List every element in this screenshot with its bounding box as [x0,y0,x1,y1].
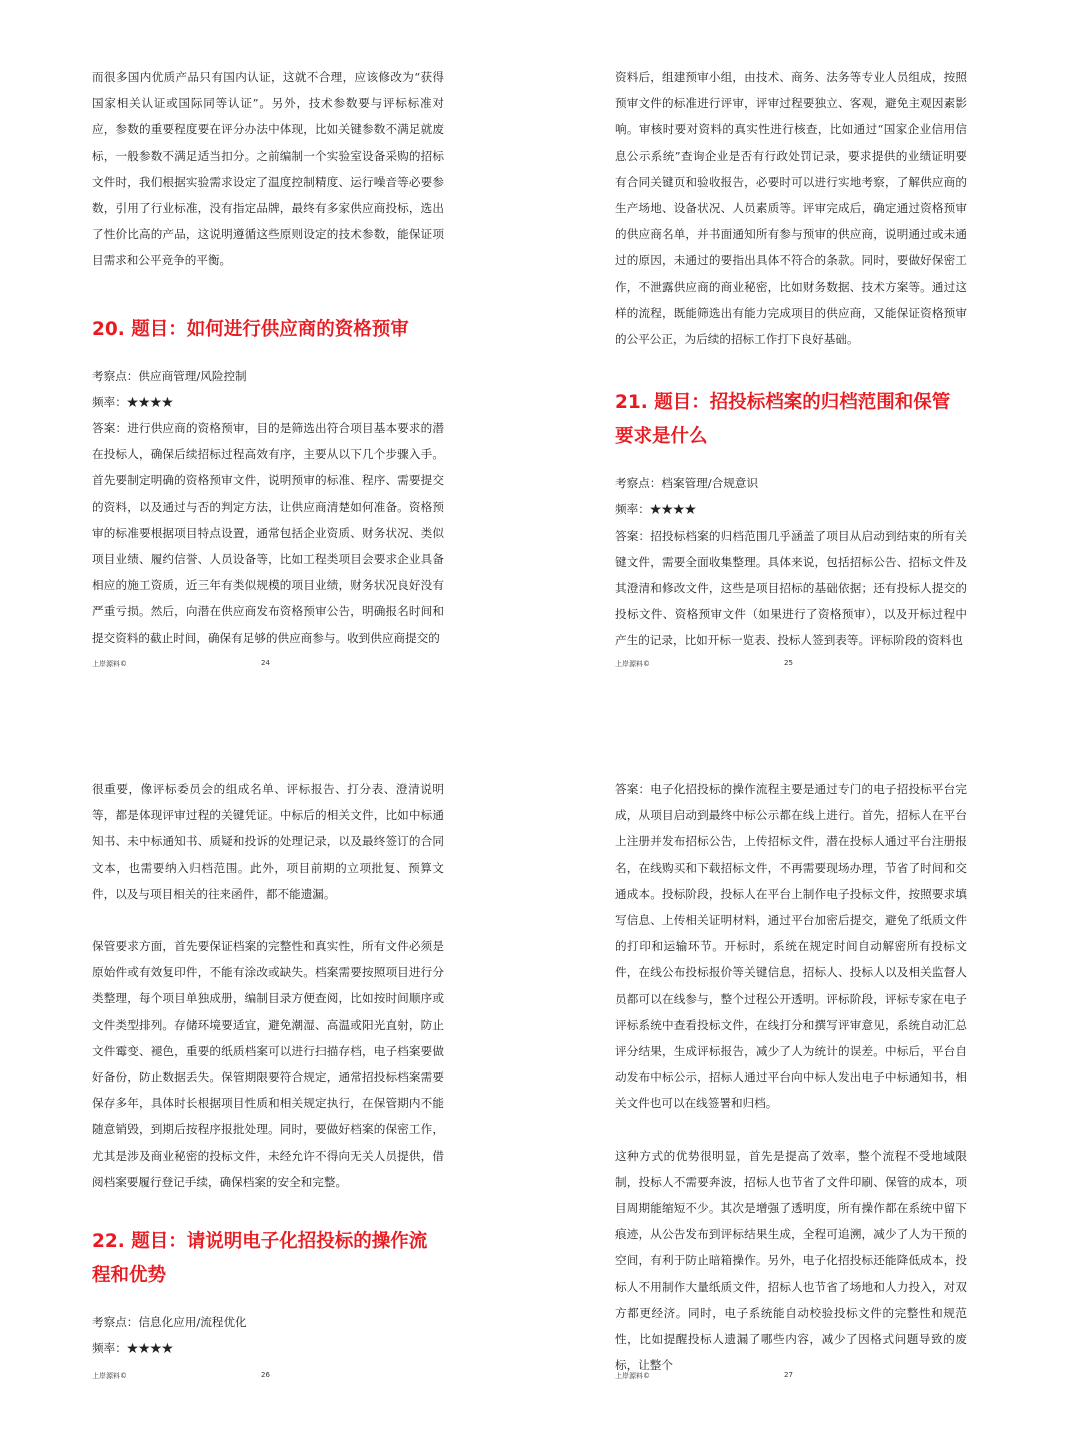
question-heading-22: 22. 题目：请说明电子化招投标的操作流程和优势 [92,1231,428,1287]
footer-source: 上岸源料© [92,660,127,668]
page-26 [92,776,444,1380]
frequency-rating: 频率：★★★★ [92,1341,174,1356]
page-footer [92,659,444,673]
footer-source: 上岸源料© [615,660,650,668]
body-paragraph: 很重要，像评标委员会的组成名单、评标报告、打分表、澄清说明等，都是体现评审过程的关键凭证。中标后的相关文件，比如中标通知书、未中标通知书、质疑和投诉的处理记录，以及最终签订的合同文本，也需要纳入归档范围。此外，项目前期的立项批复、预算文件，以及与项目相关的往来函件，都不能遗漏。 [92,782,444,901]
answer-paragraph: 答案：招投标档案的归档范围几乎涵盖了项目从启动到结束的所有关键文件，需要全面收集整理。具体来说，包括招标公告、招标文件及其澄清和修改文件，这些是项目招标的基础依据；还有投标人提交的投标文件、资格预审文件（如果进行了资格预审），以及开标过程中产生的记录，比如开标一览表、投标人签到表等。评标阶段的资料也 [615,528,967,648]
page-footer [615,1371,967,1385]
answer-paragraph: 答案：电子化招投标的操作流程主要是通过专门的电子招投标平台完成，从项目启动到最终中标公示都在线上进行。首先，招标人在平台上注册并发布招标公告，上传招标文件，潜在投标人通过平台注册报名，在线购买和下载招标文件，不再需要现场办理，节省了时间和交通成本。投标阶段，投标人在平台上制作电子投标文件，按照要求填写信息、上传相关证明材料，通过平台加密后提交，避免了纸质文件的打印和运输环节。开标时，系统在规定时间自动解密所有投标文件，在线公布投标报价等关键信息，招标人、投标人以及相关监督人员都可以在线参与，整个过程公开透明。评标阶段，评标专家在电子评标系统中查看投标文件，在线打分和撰写评审意见，系统自动汇总评分结果，生成评标报告，减少了人为统计的误差。中标后，平台自动发布中标公示，招标人通过平台向中标人发出电子中标通知书，相关文件也可以在线签署和归档。 [615,782,967,1111]
frequency-rating: 频率：★★★★ [615,502,697,517]
footer-source: 上岸源料© [615,1372,650,1380]
page-number: 27 [784,1371,793,1379]
footer-source: 上岸源料© [92,1372,127,1380]
body-paragraph: 保管要求方面，首先要保证档案的完整性和真实性，所有文件必须是原始件或有效复印件，不能有涂改或缺失。档案需要按照项目进行分类整理，每个项目单独成册，编制目录方便查阅，比如按时间顺序或文件类型排列。存储环境要适宜，避免潮湿、高温或阳光直射，防止文件霉变、褪色，重要的纸质档案可以进行扫描存档，电子档案要做好备份，防止数据丢失。保管期限要符合规定，通常招投标档案需要保存多年，具体时长根据项目性质和相关规定执行，在保管期内不能随意销毁，到期后按程序报批处理。同时，要做好档案的保密工作，尤其是涉及商业秘密的投标文件，未经允许不得向无关人员提供，借阅档案要履行登记手续，确保档案的安全和完整。 [92,939,444,1189]
body-paragraph: 而很多国内优质产品只有国内认证，这就不合理，应该修改为“获得国家相关认证或国际同等认证”。另外，技术参数要与评标标准对应，参数的重要程度要在评分办法中体现，比如关键参数不满足就废标，一般参数不满足适当扣分。之前编制一个实验室设备采购的招标文件时，我们根据实验需求设定了温度控制精度、运行噪音等必要参数，引用了行业标准，没有指定品牌，最终有多家供应商投标，选出了性价比高的产品，这说明遵循这些原则设定的技术参数，能保证项目需求和公平竞争的平衡。 [92,70,444,268]
page-footer [92,1371,444,1385]
page-27 [615,776,967,1380]
answer-paragraph: 答案：进行供应商的资格预审，目的是筛选出符合项目基本要求的潜在投标人，确保后续招标过程高效有序，主要从以下几个步骤入手。首先要制定明确的资格预审文件，说明预审的标准、程序、需要提交的资料，以及通过与否的判定方法，让供应商清楚如何准备。资格预审的标准要根据项目特点设置，通常包括企业资质、财务状况、类似项目业绩、履约信誉、人员设备等，比如工程类项目会要求企业具备相应的施工资质，近三年有类似规模的项目业绩，财务状况良好没有严重亏损。然后，向潜在供应商发布资格预审公告，明确报名时间和提交资料的截止时间，确保有足够的供应商参与。收到供应商提交的 [92,421,444,645]
page-footer [615,659,967,673]
body-paragraph: 资料后，组建预审小组，由技术、商务、法务等专业人员组成，按照预审文件的标准进行评审，评审过程要独立、客观，避免主观因素影响。审核时要对资料的真实性进行核查，比如通过“国家企业信用信息公示系统”查询企业是否有行政处罚记录，要求提供的业绩证明要有合同关键页和验收报告，必要时可以进行实地考察，了解供应商的生产场地、设备状况、人员素质等。评审完成后，确定通过资格预审的供应商名单，并书面通知所有参与预审的供应商，说明通过或未通过的原因，未通过的要指出具体不符合的条款。同时，要做好保密工作，不泄露供应商的商业秘密，比如财务数据、技术方案等。通过这样的流程，既能筛选出有能力完成项目的供应商，又能保证资格预审的公平公正，为后续的招标工作打下良好基础。 [615,70,967,347]
page-25 [615,64,967,668]
page-number: 25 [784,659,793,667]
page-24 [92,64,444,668]
topic-label: 考察点：信息化应用/流程优化 [92,1315,247,1330]
page-number: 26 [261,1371,270,1379]
question-heading-21: 21. 题目：招投标档案的归档范围和保管要求是什么 [615,392,951,448]
question-heading-20: 20. 题目：如何进行供应商的资格预审 [92,318,409,340]
page-number: 24 [261,659,270,667]
topic-label: 考察点：供应商管理/风险控制 [92,368,247,383]
topic-label: 考察点：档案管理/合规意识 [615,476,759,491]
body-paragraph: 这种方式的优势很明显，首先是提高了效率，整个流程不受地域限制，投标人不需要奔波，招标人也节省了文件印刷、保管的成本，项目周期能缩短不少。其次是增强了透明度，所有操作都在系统中留下痕迹，从公告发布到评标结果生成，全程可追溯，减少了人为干预的空间，有利于防止暗箱操作。另外，电子化招投标还能降低成本，投标人不用制作大量纸质文件，招标人也节省了场地和人力投入，对双方都更经济。同时，电子系统能自动校验投标文件的完整性和规范性，比如提醒投标人遗漏了哪些内容，减少了因格式问题导致的废标，让整个 [615,1148,967,1373]
frequency-rating: 频率：★★★★ [92,394,174,409]
